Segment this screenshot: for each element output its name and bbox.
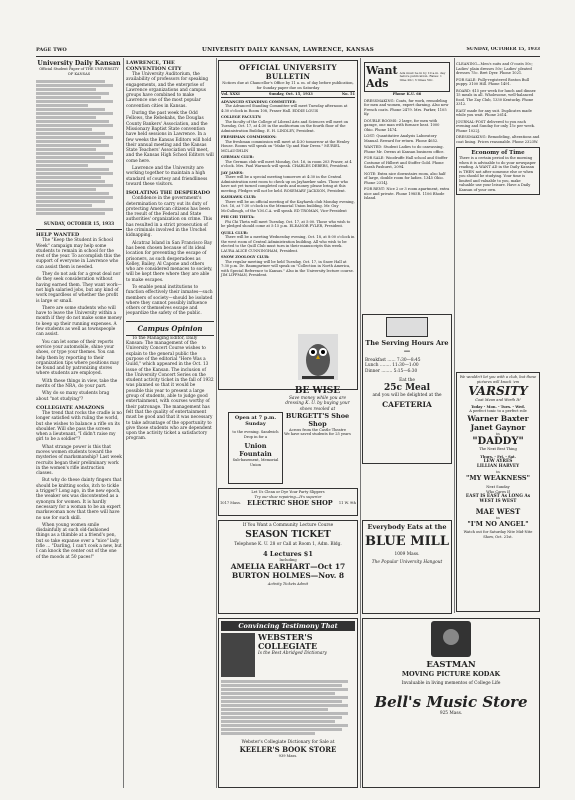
varsity-in2: in: [496, 469, 500, 474]
bulletin-number: No. 51: [341, 92, 355, 96]
varsity-in3: in: [496, 515, 500, 520]
bulletin-section-body: There will be a meeting Wednesday evening, Oct. 18, at 8:00 o'clock in the west room of Central Administration building. All who wish to be elected to the Quill Club must turn in their manuscripts this week. LAURA ALICE CUNNINGHAM, President.: [221, 235, 355, 253]
union-hours: Open at 7 p.m. Sunday: [234, 415, 277, 427]
community-lecture-ad: If You Want a Community Lecture Course SEASON TICKET Telephone K. U. 28 or Call at Room 1, Adm. Bldg. 4 Lectures $1 Including AMELIA EARHART—Oct 17 BURTON HOLMES—Nov. 8 Activity Tickets Admit: [218, 520, 358, 614]
community-name2: BURTON HOLMES: [231, 571, 311, 581]
lawrence-title: LAWRENCE, THE CONVENTION CITY: [126, 60, 182, 72]
editorial-paragraph: There are some students who will have to leave the University within a month if they do not make some money to keep up their running expenses. A few students as well as townspeople can assist.: [36, 305, 122, 338]
owl-note: We have saved students for 25 years: [284, 432, 351, 437]
masthead-title: UNIVERSITY DAILY KANSAN, LAWRENCE, KANSAS: [201, 47, 375, 53]
varsity-star3: LEW AYRES: [483, 459, 513, 464]
houses-breakfast: Breakfast ...... 7:30—8:45: [365, 358, 421, 363]
community-date1: Oct 17: [317, 562, 346, 572]
want-ad-item: FOR SALE: Fully-registered Boston Bull puppy. 3100 Hill. Phone 1491.: [456, 77, 530, 86]
editorial-paragraph: During the past week the Odd Fellows, the Rebekahs, the Douglas County Bankers' Association, and the Missionary Baptist State convention have held sessions in Lawrence. In a few weeks the Kansas Editors will hold their annual meeting and the Kansas State Teachers' Association will meet, and the Kansas High School Editors will come here.: [126, 111, 214, 164]
bulletin-section-body: The regular meeting will be held Tuesday, Oct. 17, in Snow Hall at 7:30 p.m. Dr. Baumgartner will speak on "Collection in North America, with Special Reference to Kansas." Also in the University lecture course. JIM LIPPMAN, President.: [221, 259, 354, 277]
bulletin-volume: Vol. XXXI: [221, 92, 240, 96]
varsity-title: "DADDY": [472, 436, 524, 447]
owl-address: Across from the Castle Theatre: [289, 427, 346, 432]
editorial-paragraph: They do not ask for a great deal nor do they seek consideration without having earned them. They want work—not high salaried jobs, but any kind of work regardless of whether the profit is large or small.: [36, 272, 122, 304]
want-ad-item: FOR RENT: Nice 2 or 3 room apartment, extra nice and private. Phone 1985R. 1106 Rhode Island.: [364, 187, 450, 200]
editorial-paragraph: When young women smile disdainfully at such old-fashioned things as a thimble at a friend's pen, but so take expanse over a "nice" lady rifle ... "Darling, I can't cook a new, but I can knock the center out of the one of the moods at 50 paces!": [36, 522, 122, 560]
bulletin-section-body: Phi Chi Theta will meet Tuesday, Oct. 17, at 5:00. Those who wish to be pledged should come at 5:15 p.m. ELEANOR FYLER, President.: [221, 219, 351, 228]
bluemill-intro: Everybody Eats at the: [367, 523, 447, 531]
editorial-paragraph: You can let some of their reports service your automobile, shine your shoes, or type your themes. You can help them by reporting to their organization tips where positions may be found and by patronizing stores where students are employed.: [36, 339, 120, 377]
bulletin-section-body: There will be an official meeting of the Kayhawk club Monday evening, Oct. 16, at 7:30 o'clock in the Memorial Union building. Mr. Guy McCullough, of the Y.M.C.A. will speak. ED TROMAN, Vice-President: [221, 199, 355, 213]
varsity-star1: Warner Baxter: [467, 413, 529, 423]
collegiate-title: COLLEGIATE AMAZONS: [36, 404, 105, 411]
editorial-paragraph: But why do these dainty fingers that should be knitting socks, itch to tickle a trigger? Long ago, in the new epoch, the weaker sex was discontented as a synonym for women. It is hardly necessary for a woman to be an expert markswoman now that there will have no use for such skill.: [36, 478, 122, 521]
electric-name: ELECTRIC SHOE SHOP: [247, 499, 333, 507]
want-ad-item: BOARD: $15 per week for lunch and dinner. 15 meals in all. Wholesome, well-balanced food. The Zay Club, 1330 Kentucky. Phone 3312.: [456, 88, 537, 106]
owl-text: Save money while you are dressing K. U. by buying your shoes resoled at: [285, 396, 350, 412]
bulletin-section-title: GERMAN CLUB:: [221, 155, 254, 159]
column-divider: [454, 58, 455, 613]
varsity-intro: We wouldn't let you with a club, but these pictures will knock 'em: [459, 375, 537, 384]
houses-delight: and you will be delighted at the: [372, 393, 442, 399]
bells-logo: Bell's Music Store: [374, 693, 528, 712]
editorial-paragraph: Why do so many students brag about "not studying"?: [36, 391, 110, 402]
want-ad-item: DRESSMAKING: Coats, fur work, remodeling for men and women, expert darning. Also new French coats. Phone 2479. Mrs. Parker, 1105 Ky.: [364, 98, 449, 116]
houses-price: 25c Meal: [383, 383, 431, 394]
editorial-paragraph: Confidence in the government's determination to carry out its duty of protecting American citizens has been the result of the Federal and State authorities' organization on crime. This has resulted in a strict prosecution of the criminals involved in the Urschel kidnapping.: [126, 196, 213, 239]
houses-dinner: Dinner ........ 5:15—6:30: [365, 368, 418, 374]
serving-hours-ad: [362, 314, 452, 464]
want-ads-phone: Phone K.U. 66: [392, 92, 422, 96]
column-divider: [123, 58, 124, 788]
paper-name: University Daily Kansan: [37, 60, 121, 67]
houses-eat: Eat the: [399, 377, 415, 383]
bulletin-section-body: The German club will meet Monday, Oct. 16, in room 203 Fraser, at 4 o'clock. Mrs. Paul Warnock will speak. CHARLES DEBERS, President.: [221, 159, 352, 168]
want-ad-item: JOURNAL-POST delivered to you each evening and Sunday for only 15c per week. Phone 1022J.: [456, 119, 535, 133]
varsity-title3: "I'M NO ANGEL": [467, 520, 529, 529]
editorial-paragraph: Lawrence and the University are working together to maintain a high standard of courtesy and friendliness toward these visitors.: [126, 166, 208, 187]
bluemill-address: 1009 Mass.: [394, 552, 420, 557]
campus-opinion-box: [126, 321, 214, 336]
masthead-rule: [36, 56, 540, 57]
want-ads-rates: Ads must be in by 10 a.m. day before publication. Rates: 1 time 20c; 3 times 50c.: [399, 70, 446, 82]
webster-footer: Webster's Collegiate Dictionary for Sale at: [241, 740, 335, 745]
community-activity: Activity Tickets Admit: [267, 582, 309, 587]
community-name1: AMELIA EARHART: [230, 562, 311, 572]
webster-address: 939 Mass.: [278, 754, 298, 759]
editorial-paragraph: The trend that rocks the cradle is no longer satisfied with ruling the world, but she wishes to balance a rifle on its shoulder. Will she pass the screen when a lieutenant, "I didn't raise my girl to be a soldier"?: [36, 410, 122, 443]
column-divider: [360, 58, 361, 788]
bulletin-section-title: KAYHAWK CLUB:: [221, 195, 257, 199]
bulletin-section-body: There will be a special meeting tomorrow at 4:30 in the Central Administration next room to check up on Jayhawker sales. Those who have not yet turned completed cards and money please bring at this meeting. Pledges will not be held. ROSEMARY JACKSON, President.: [221, 175, 349, 193]
eastman-line: MOVING PICTURE KODAK: [401, 670, 501, 678]
webster-name: WEBSTER'S COLLEGIATE: [258, 632, 318, 651]
editorial-paragraph: What strange power is this that moves women students toward the mysteries of marksmanship? Last week recruits began their preliminary work in the women's rifle instruction classes.: [36, 444, 122, 477]
editorial-date: SUNDAY, OCTOBER 15, 1933: [43, 222, 115, 227]
want-ads: [362, 60, 452, 310]
community-telephone: Telephone K. U. 28 or Call at Room 1, Adm. Bldg.: [234, 542, 342, 548]
want-ad-item: NOTE: Extra nice downstairs room, also half of large, double room for ladies. 1345 Ohio. Phone 2314J.: [364, 171, 446, 185]
eastman-name: EASTMAN: [426, 660, 476, 670]
paper-official: Official Student Paper of THE UNIVERSITY OF KANSAS: [39, 67, 119, 76]
varsity-days2: Thurs. - Fri. - Sat.: [480, 454, 516, 459]
editorial-paragraph: With these things in view, take the merits of the NRA, do your part.: [36, 378, 118, 390]
bulletin-title: OFFICIAL UNIVERSITY BULLETIN: [239, 63, 337, 81]
varsity-star4: LILLIAN HARVEY: [476, 464, 520, 470]
want-ad-item: LOST: Quantitative Analysis Laboratory Manual. Reward for return. Phone 4652.: [364, 134, 439, 143]
want-ad-item: FOR SALE: Woodruffe Hall school and Stoffer Costume of Hilbert and Stoffer Gold. Phone Sarah Pashurst, 2094.: [364, 156, 448, 169]
varsity-next: The Next Best Thing: [479, 447, 517, 451]
kodak-icon: [431, 621, 471, 657]
owl-store: BURGETT'S Shoe Shop: [285, 411, 350, 428]
union-lines: to the evening. Sandwich Drop in for a: [232, 430, 279, 439]
editorial-paragraph: The "Keep the Student in School Week" campaign may help some students to remain in school for the rest of the year. To accomplish this the support of everyone in Lawrence who can assist them is needed.: [36, 238, 121, 270]
varsity-star2: Janet Gaynor: [470, 422, 526, 432]
varsity-east: EAST IS EAST As LONG As WEST IS WEST: [465, 494, 531, 505]
electric-address-left: 1017 Mass.: [220, 500, 241, 505]
want-ad-item: CLEANING—Men's suits and O'coats 50c; Ladies' plain dresses 50c; Ladies' pleated dresses 75c. Bret Dyer. Phone 1021.: [456, 62, 533, 75]
campus-opinion-title: Campus Opinion: [137, 323, 203, 333]
eastman-ad: [362, 618, 540, 788]
bells-address: 925 Mass.: [439, 711, 463, 717]
community-head: SEASON TICKET: [245, 530, 331, 541]
want-ads-title: Want Ads: [366, 64, 398, 90]
varsity-next2b: Who Cares If: [486, 489, 510, 494]
want-ad-item: DRESSMAKING: Remodeling, alterations and coat lining. Prices reasonable. Phone 2323W.: [456, 135, 540, 144]
blue-mill-ad: [362, 520, 452, 614]
economy-title: Economy of Time: [471, 150, 525, 156]
varsity-headline: A perfect tonic to a perfect role: [469, 409, 527, 413]
editorial-paragraph: To enable penal institutions to function effectively their inmates—such members of society—should be isolated where they cannot possibly influence others or themselves escape and jeopardize the safety of the public.: [126, 284, 213, 317]
staff-box: [36, 80, 122, 220]
owl-icon: [279, 332, 356, 386]
bulletin-subtitle: Notices due at Chancellor's Office by 11 a. m. of day before publication, for Sunday paper due on Saturday: [222, 81, 354, 90]
webster-banner: Convincing Testimony That: [221, 621, 355, 631]
bulletin-section-body: The faculty of the College of Liberal Arts and Sciences will meet on Tuesday, Oct. 17, at 4:30 in the auditorium on the fourth floor of the Administration Building. E. H. LINDLEY, President.: [221, 119, 349, 133]
houses-title: The Serving Hours Are—: [365, 339, 449, 355]
union-sub: Sub-basement, Memorial Union: [232, 458, 279, 467]
dictionary-icon: [221, 633, 255, 677]
bulletin-section-body: The Advanced Standing Committee will meet Tuesday afternoon at 4:30 o'clock in Room 108, Fraser Hall. EDDIE LOUIS: [221, 104, 348, 113]
electric-line1: Let Us Clean or Dye Your Party Slippers: [251, 490, 325, 494]
varsity-name: VARSITY: [468, 384, 528, 398]
electric-line2: Try our shoe repairing—It's superior: [254, 494, 322, 499]
editorial-paragraph: The University Auditorium, the availability of professors for speaking engagements, and the enterprise of Lawrence organizations and campus groups have combined to make Lawrence one of the most popular convention cities in Kansas.: [126, 72, 209, 109]
page-number: PAGE TWO: [36, 47, 67, 53]
varsity-footer: Watch out for Saturday Nite Mid-Nite Show, Oct. 21st.: [463, 530, 533, 539]
varsity-in: in: [496, 431, 500, 436]
electric-shoe-ad: [218, 488, 358, 516]
bulletin-section-title: PHI CHI THETA:: [221, 215, 255, 219]
masthead-date: SUNDAY, OCTOBER 15, 1933: [466, 47, 540, 52]
editorial-paragraph: Alcatraz Island in San Francisco Bay has been chosen because of its ideal location for preventing the escape of prisoners, as such desperadoes as Kelley, Bailey, Al Capone and others who are considered menaces to society, will be kept there where they are able to make escapes.: [126, 240, 213, 283]
bulletin-section-title: ADVANCED STANDING COMMITTEE:: [221, 99, 297, 104]
union-name: Union Fountain: [239, 442, 272, 458]
bulletin-section-title: FRESHMAN COMMISSION:: [221, 135, 277, 139]
bulletin-section-title: JAY JANES:: [221, 170, 244, 175]
varsity-next2: Next Sunday: [486, 485, 510, 490]
economy-box: [456, 147, 540, 195]
varsity-days: Today - Mon. - Tues. - Wed.: [470, 404, 526, 409]
varsity-title2: "MY WEAKNESS": [466, 474, 530, 483]
cafeteria-icon: [386, 317, 428, 337]
campus-opinion-body: To the Managing Editor, Daily Kansan: The management of the University Concert Course wishes to explain to the general public the purpose of the editorial "Here Was a Guild," which appeared in the Oct. 13 issue of the Kansan. The inclusion of the University Concert Series on the student activity ticket in the fall of 1932 was planned so that it would be possible this year to present a large group of students, able to judge good entertainment, with courses worthy of their patronage. The management has felt that the quality of entertainment must be good and that it was necessary to take advantage of the opportunity to give those students who are dependent upon the activity ticket a satisfactory program.: [126, 335, 214, 442]
houses-lunch: Lunch ........ 11:30—1:00: [365, 363, 419, 369]
burgetts-ad: [277, 330, 358, 465]
varsity-maewest: MAE WEST: [475, 506, 521, 516]
varsity-ad: [456, 372, 540, 612]
economy-body: There is a certain period in the morning when it is advisable to do your newspaper reading. A WANT AD in the Daily Kansan is THEN not after someone else or when you should be studying. Your time is limited and valuable to you, make valuable use your leisure. Have a Daily Kansan of your own.: [459, 156, 536, 192]
electric-address-right: 11 W. 9th: [338, 500, 356, 505]
webster-store: KEELER'S BOOK STORE: [239, 745, 337, 755]
want-ad-item: EASY made for any suit. Duplicates made while you wait. Phone 2614.: [456, 108, 532, 117]
editorial-title: HELP WANTED: [36, 232, 80, 239]
want-ad-item: WANTED: Student Ladies to do canvassing. Phone Mr. Owens at Kansan business office.: [364, 145, 445, 154]
eastman-sub: Invaluable in living mementos of College Life: [401, 681, 501, 686]
owl-headline: BE WISE: [294, 386, 341, 396]
webster-ad: [218, 618, 358, 788]
bulletin-section-title: QUILL CLUB:: [221, 230, 248, 235]
want-ads-right: [456, 60, 540, 370]
bluemill-tag: The Popular University Hangout: [371, 560, 443, 566]
union-fountain-ad: [228, 412, 283, 484]
column-1: [36, 58, 122, 788]
want-ad-item: DOUBLE ROOMS: 2 large, for men with garage, one man with furnace heat. 1000 Ohio. Phone 1474.: [364, 118, 440, 132]
isolating-title: ISOLATING THE DESPERADO: [126, 190, 211, 197]
bulletin-section-title: SNOW ZOOLOGY CLUB:: [221, 255, 270, 259]
bulletin-section-title: COLLEGE FACULTY:: [221, 115, 262, 119]
varsity-tag: Coat Mean and Worth It!: [475, 398, 521, 402]
bulletin-section-body: The freshman commission will meet at 4:30 tomorrow at the Henley House. Rooms will speak on "Make Up and Hair Dress." MURIEL MCLAUGHLIN: [221, 139, 350, 153]
column-2: [126, 58, 214, 788]
community-including: Including: [279, 557, 297, 562]
bluemill-name: BLUE MILL: [365, 534, 449, 549]
community-lectures: 4 Lectures $1: [263, 549, 313, 558]
webster-sub: Is the Best Abridged Dictionary: [258, 651, 327, 656]
column-divider: [216, 58, 217, 788]
houses-cafe: CAFETERIA: [382, 400, 432, 410]
community-intro: If You Want a Community Lecture Course: [242, 523, 334, 528]
community-date2: Nov. 8: [318, 571, 345, 581]
bulletin-date: Sunday, Oct. 15, 1933: [268, 92, 313, 96]
